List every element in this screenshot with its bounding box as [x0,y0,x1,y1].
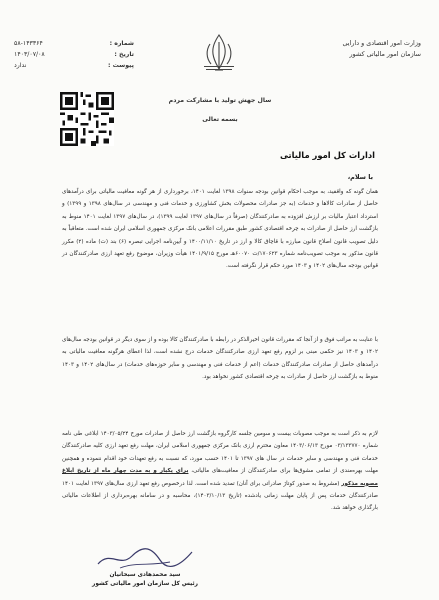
letter-date-row [14,49,134,60]
letter-attachment-label: پیوست : [108,62,134,69]
qr-code-icon [60,92,114,146]
letter-number-value: ۵۸-۱۴۳۳۶۴ [14,40,43,47]
signature-icon [90,540,200,574]
issuing-authority [303,38,421,60]
year-slogan: سال جهش تولید با مشارکت مردم [168,97,272,104]
signer-name: سید محمدهادی سبحانیان [109,572,181,578]
body-paragraph-3-highlight: برای یکبار و به مدت چهار ماه از تاریخ ابلاغ مصوبه مذکور [62,468,378,487]
national-emblem-icon [202,32,236,74]
letter-greeting: با سلام، [347,173,373,181]
body-paragraph-3 [62,428,378,515]
letter-attachment-row [14,60,134,71]
body-paragraph-2: با عنایت به مراتب فوق و از آنجا که مقررات قانون اخیرالذکر در رابطه با صادرکنندگان کالا بوده و از سوی دیگر در قوانین بودجه سال‌های ۱۴۰۲ و ۱۴۰۳ نیز حکمی مبنی بر لزوم رفع تعهد ارزی صادرکنندگان خدمات درج نشده است، لذا اعطای هرگونه معافیت مالیاتی به درآمدهای حاصل از صادرات صادرکنندگان خدمات (اعم از خدمات فنی و مهندسی و سایر حوزه‌های خدمات) در سال‌های ۱۴۰۲ و ۱۴۰۳ منوط به بازگشت ارز حاصل از صادرات به چرخه اقتصادی کشور نخواهد بود. [62,337,378,381]
bismillah-heading: بسمه تعالی [202,116,238,123]
letter-date-value: ۱۴۰۳/۰۷/۰۸ [14,51,45,58]
organization-name: سازمان امور مالیاتی کشور [349,50,421,58]
letter-number-row [14,38,134,49]
ministry-name: وزارت امور اقتصادی و دارایی [342,39,421,47]
letter-meta [14,38,134,71]
letter-date-label: تاریخ : [114,51,134,58]
letter-number-label: شماره : [109,40,134,47]
signer-title: رئیس کل سازمان امور مالیاتی کشور [92,581,198,587]
letter-attachment-value: ندارد [14,62,27,69]
body-paragraph-3-start: لازم به ذکر است به موجب مصوبات بیست و سومین جلسه کارگروه بازگشت ارز حاصل از صادرات مورخ ۱۴۰۳/۰۵/۲۴ ابلاغی طی نامه شماره ۰۳/۱۳۳۷۷۰ مورخ ۱۴۰۳/۰۶/۱۳ معاون محترم ارزی بانک مرکزی جمهوری اسلامی ایران، مهلت رفع تعهد ارزی کلیه صادرکنندگان خدمات فنی و مهندسی و سایر خدمات در سال های ۱۳۹۷ تا ۱۴۰۱ حسب مورد، که نسبت به رفع تعهدات خود اقدام ننموده و همچنین مهلت بهره‌مندی از تمامی مشوق‌ها برای صادرکنندگان از معافیت‌های مالیاتی، [62,431,378,475]
body-paragraph-1: همان گونه که واقفید، به موجب احکام قوانین بودجه سنوات ۱۳۹۸ لغایت ۱۴۰۱، برخورداری از هر گونه معافیت مالیاتی برای درآمدهای حاصل از صادرات کالاها و خدمات (به جز صادرات محصولات بخش کشاورزی و خدمات فنی و مهندسی در سال‌های ۱۳۹۸ و ۱۳۹۹) و استرداد اعتبار مالیات بر ارزش افزوده به صادرکنندگان (صرفاً در سال‌های ۱۳۹۷ لغایت ۱۳۹۹)، در سال‌های ۱۳۹۷ لغایت ۱۴۰۱ منوط به بازگشت ارز حاصل از صادرات به چرخه اقتصادی کشور طبق مقررات اعلامی بانک مرکزی جمهوری اسلامی ایران شده است. متعاقباً به دلیل تصویب قانون اصلاح قانون مبارزه با قاچاق کالا و ارز در تاریخ ۱۴۰۰/۱۱/۱۰ و آیین‌نامه اجرایی تبصره (۶) بند (ت) ماده (۲) مکرر قانون مذکور به موجب تصویب‌نامه شماره ۱۷۰۶۲۳/ت ۶۰۰۷۰هـ مورخ ۱۴۰۱/۹/۱۵ هیأت وزیران، موضوع رفع تعهد ارزی صادرکنندگان در قوانین بودجه سال‌های ۱۴۰۲ و ۱۴۰۳ مورد حکم قرار نگرفته است. [62,189,379,270]
body-paragraph-3-end: (مشروط به صدور کوتاژ صادراتی برای آنان) تمدید شده است. لذا درخصوص رفع تعهد ارزی سال‌های ۱۳۹۷ لغایت ۱۴۰۱ صادرکنندگان خدمات پس از پایان مهلت زمانی یادشده (تاریخ ۱۴۰۳/۱۰/۱۳)، محاسبه و در سامانه بهره‌برداری از اطلاعات مالیاتی بارگذاری خواهد شد. [62,480,378,512]
letter-addressee: ادارات کل امور مالیاتی [279,150,375,160]
signer-block [70,571,220,589]
